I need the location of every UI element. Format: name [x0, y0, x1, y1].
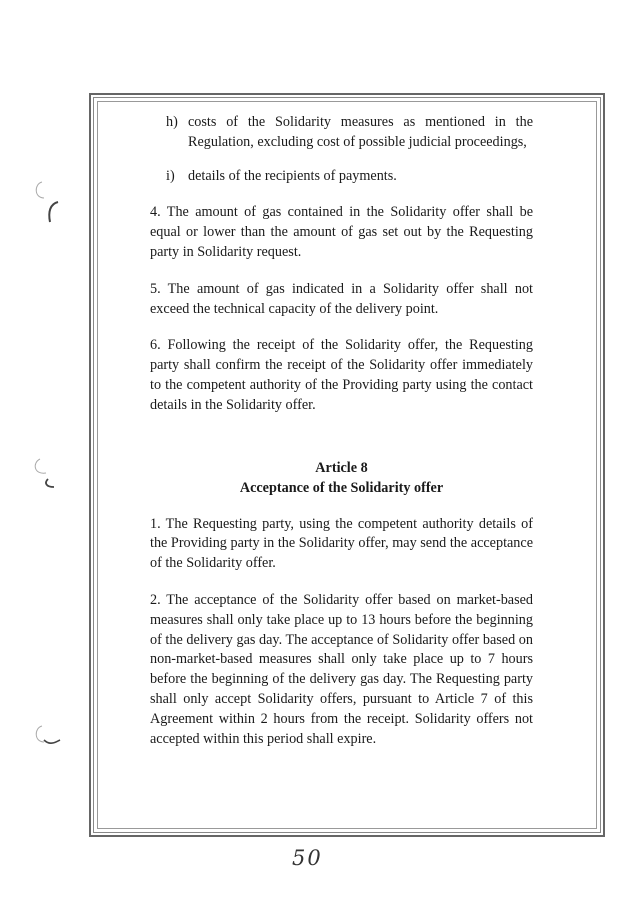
document-body: [150, 113, 533, 749]
paragraph-6: 6. Following the receipt of the Solidarity offer, the Requesting party shall confirm the receipt of the Solidarity offer immediately to the competent authority of the Providing party using the contact details in the Solidarity offer.: [150, 337, 533, 413]
article-heading: [150, 458, 533, 498]
paragraph-4: 4. The amount of gas contained in the Solidarity offer shall be equal or lower than the amount of gas set out by the Requesting party in Solidarity request.: [150, 204, 533, 260]
paragraph-5: 5. The amount of gas indicated in a Solidarity offer shall not exceed the technical capacity of the delivery point.: [150, 280, 533, 317]
article-8-paragraph-2: 2. The acceptance of the Solidarity offer based on market-based measures shall only take place up to 13 hours before the beginning of the delivery gas day. The acceptance of Solidarity offer based on non-market-based measures shall only take place up to 7 hours before the beginning of the delivery gas day. The Requesting party shall only accept Solidarity offers, pursuant to Article 7 of this Agreement within 2 hours from the receipt. Solidarity offers not accepted within this period shall expire.: [150, 591, 533, 747]
punch-hole-mark-middle: [30, 455, 70, 500]
list-item-text: details of the recipients of payments.: [188, 167, 397, 184]
article-number: Article 8: [315, 459, 368, 476]
punch-hole-mark-bottom: [30, 722, 70, 752]
handwritten-page-number: 50: [292, 846, 323, 870]
list-marker: h): [166, 114, 178, 130]
article-8-paragraph-1: 1. The Requesting party, using the competent authority details of the Providing party in the Solidarity offer, may send the acceptance of the Solidarity offer.: [150, 515, 533, 572]
list-marker: i): [166, 167, 175, 184]
list-item-i: [166, 167, 533, 187]
list-item-text: costs of the Solidarity measures as mentioned in the Regulation, excluding cost of possible judicial proceedings,: [188, 114, 533, 150]
article-title: Acceptance of the Solidarity offer: [239, 479, 444, 496]
list-item-h: [166, 113, 533, 153]
punch-hole-mark-top: [30, 180, 70, 230]
